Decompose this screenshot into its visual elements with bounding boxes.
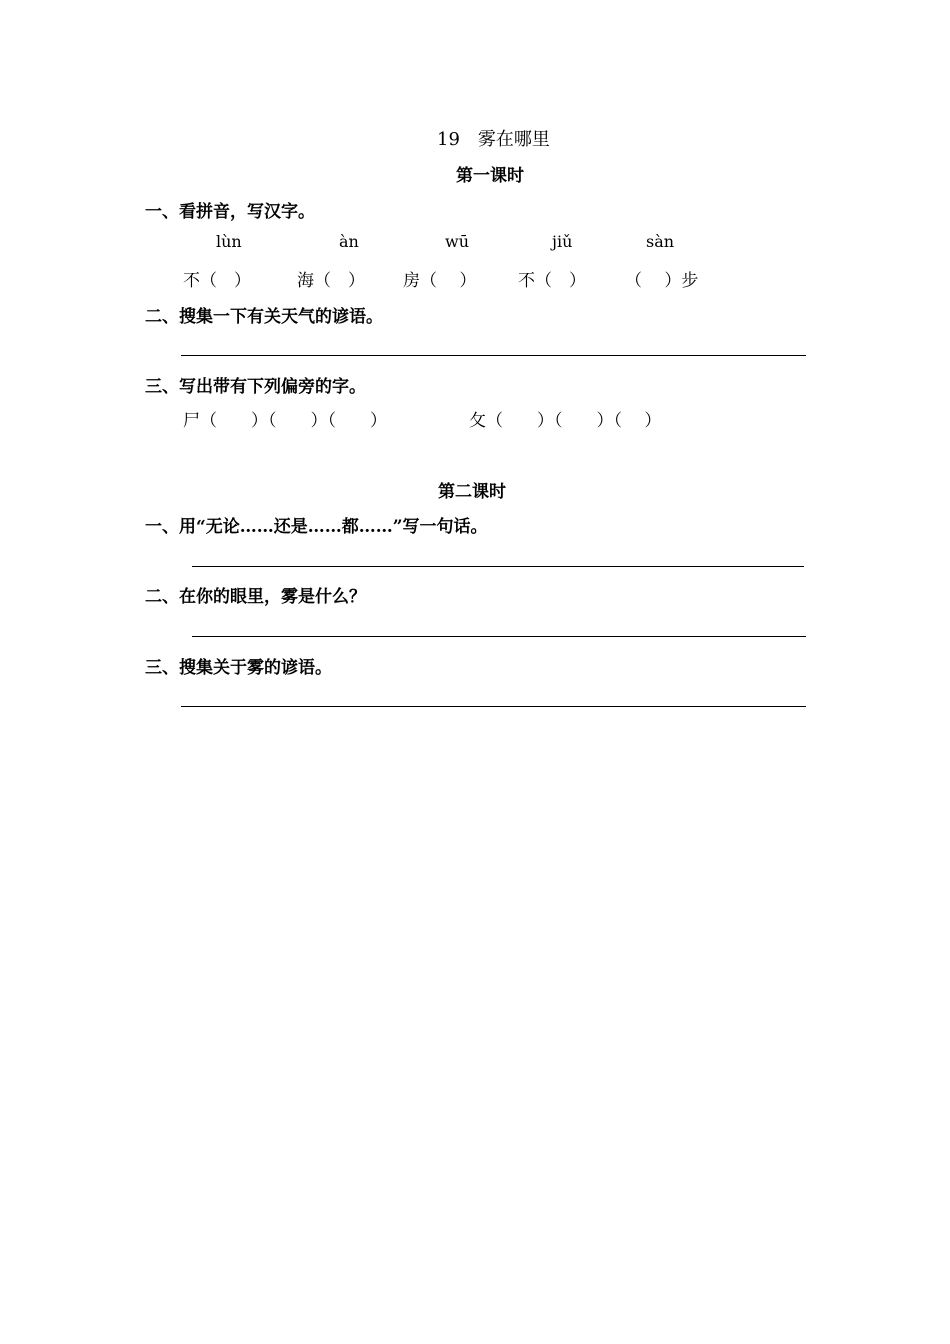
pinyin-2: àn — [339, 232, 359, 251]
lesson2-q2-prompt: 二、在你的眼里，雾是什么？ — [145, 587, 366, 607]
blank-4: 不（ ） — [518, 271, 586, 291]
pinyin-5: sàn — [646, 232, 675, 251]
lesson2-heading: 第二课时 — [438, 482, 506, 502]
lesson1-q1-prompt: 一、看拼音，写汉字。 — [145, 202, 315, 222]
page-title: 19 雾在哪里 — [437, 129, 550, 150]
radical-row-shi: 尸（ ）（ ）（ ） — [183, 411, 387, 431]
radical-row-pu: 攵（ ）（ ）（ ） — [469, 411, 662, 431]
pinyin-4: jiǔ — [552, 232, 573, 251]
answer-line[interactable] — [181, 706, 806, 707]
answer-line[interactable] — [181, 355, 806, 356]
lesson1-q3-prompt: 三、写出带有下列偏旁的字。 — [145, 377, 366, 397]
blank-3: 房（ ） — [403, 271, 477, 291]
answer-line[interactable] — [192, 566, 804, 567]
lesson1-heading: 第一课时 — [456, 166, 524, 186]
blank-2: 海（ ） — [297, 271, 365, 291]
lesson2-q1-prompt: 一、用“无论……还是……都……”写一句话。 — [145, 517, 488, 537]
blank-5: （ ）步 — [625, 271, 699, 291]
blank-1: 不（ ） — [183, 271, 251, 291]
answer-line[interactable] — [192, 636, 806, 637]
lesson1-q2-prompt: 二、搜集一下有关天气的谚语。 — [145, 307, 383, 327]
pinyin-1: lùn — [216, 232, 242, 251]
lesson2-q3-prompt: 三、搜集关于雾的谚语。 — [145, 658, 332, 678]
pinyin-3: wū — [445, 232, 469, 251]
